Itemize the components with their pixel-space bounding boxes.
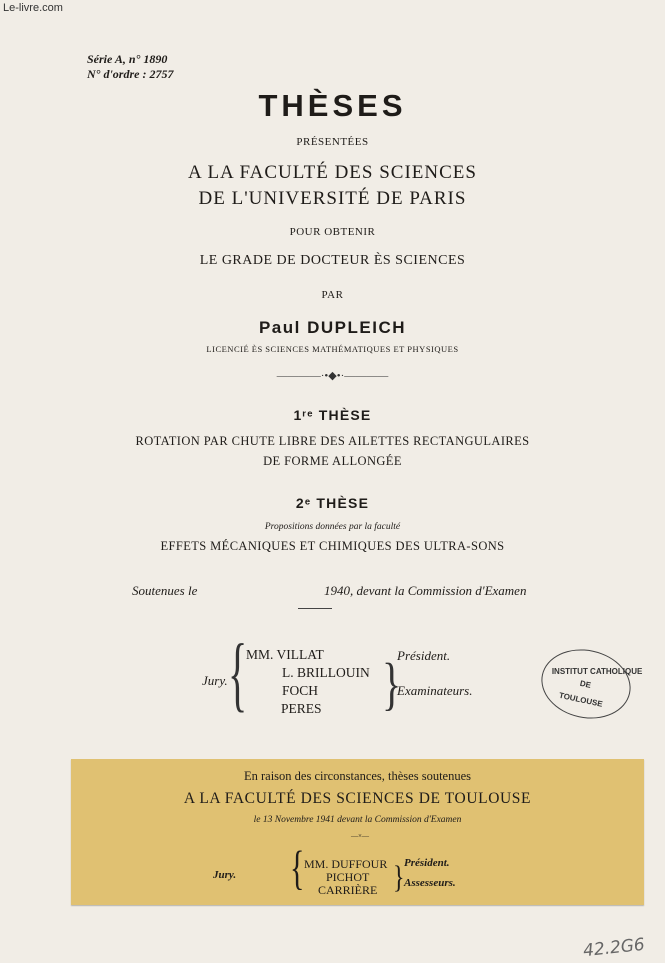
date-rule [298, 608, 332, 609]
grade: LE GRADE DE DOCTEUR ÈS SCIENCES [199, 253, 466, 268]
jury-member: FOCH [282, 683, 319, 698]
author-name [0, 318, 665, 338]
these-2-subtitle: Propositions données par la faculté [264, 522, 401, 532]
pour-obtenir: POUR OBTENIR [289, 226, 376, 238]
banner-brace-left: { [290, 841, 305, 895]
stamp-bottom-text: TOULOUSE [558, 690, 604, 709]
banner-line-1: En raison des circonstances, thèses soutenues [243, 769, 472, 783]
ornament-divider: ————·•◆•·———— [276, 370, 389, 382]
licence: LICENCIÉ ÈS SCIENCES MATHÉMATIQUES ET PHYSIQUES [206, 344, 459, 354]
banner-president-label: Président. [404, 857, 450, 869]
author-last-name: DUPLEICH [307, 318, 407, 337]
jury-member: MM. VILLAT [246, 647, 324, 662]
these-1-title-line-1: ROTATION PAR CHUTE LIBRE DES AILETTES RECTANGULAIRES [135, 434, 530, 448]
presentees: PRÉSENTÉES [296, 136, 369, 148]
banner-line-2: A LA FACULTÉ DES SCIENCES DE TOULOUSE [183, 790, 532, 807]
ordre-number: N° d'ordre : 2757 [87, 67, 174, 81]
banner-jury-member: MM. DUFFOUR [304, 857, 388, 871]
jury-brace-left: { [228, 625, 248, 721]
faculte-line-2: DE L'UNIVERSITÉ DE PARIS [198, 188, 467, 209]
jury-brace-right: } [382, 650, 402, 716]
jury-member: PERES [281, 701, 322, 716]
watermark: Le-livre.com [3, 2, 63, 14]
banner-line-3: le 13 Novembre 1941 devant la Commission d'Examen [253, 815, 462, 825]
these-2-title: EFFETS MÉCANIQUES ET CHIMIQUES DES ULTRA-SONS [160, 539, 505, 553]
jury-president-label: Président. [397, 648, 451, 663]
stamp-middle-text: DE [579, 678, 592, 690]
banner-jury-member: PICHOT [326, 870, 370, 884]
errata-banner [71, 759, 644, 905]
author-first-name: Paul [258, 318, 301, 337]
jury-examinateurs-label: Examinateurs. [397, 683, 473, 698]
jury-member: L. BRILLOUIN [282, 665, 370, 680]
faculte-line-1: A LA FACULTÉ DES SCIENCES [188, 162, 477, 183]
these-1-title-line-2: DE FORME ALLONGÉE [263, 454, 402, 468]
jury-label: Jury. [202, 673, 228, 688]
banner-separator: —×— [351, 832, 369, 840]
soutenues-left: Soutenues le [132, 583, 198, 598]
banner-assesseurs-label: Assesseurs. [404, 877, 456, 889]
page-title: THÈSES [258, 88, 407, 123]
library-stamp [535, 641, 643, 726]
soutenues-right: 1940, devant la Commission d'Examen [324, 583, 527, 598]
banner-jury-member: CARRIÈRE [318, 883, 378, 897]
stamp-top-text: INSTITUT CATHOLIQUE [551, 667, 643, 677]
par: PAR [321, 289, 344, 301]
serie-number: Série A, n° 1890 [87, 52, 168, 66]
these-2-label: 2ᵉ THÈSE [295, 495, 370, 511]
pencil-annotation: 42.2G6 [582, 934, 646, 962]
banner-jury-label: Jury. [213, 869, 237, 881]
banner-brace-right: } [393, 861, 405, 896]
these-1-label: 1ʳᵉ THÈSE [293, 407, 372, 423]
